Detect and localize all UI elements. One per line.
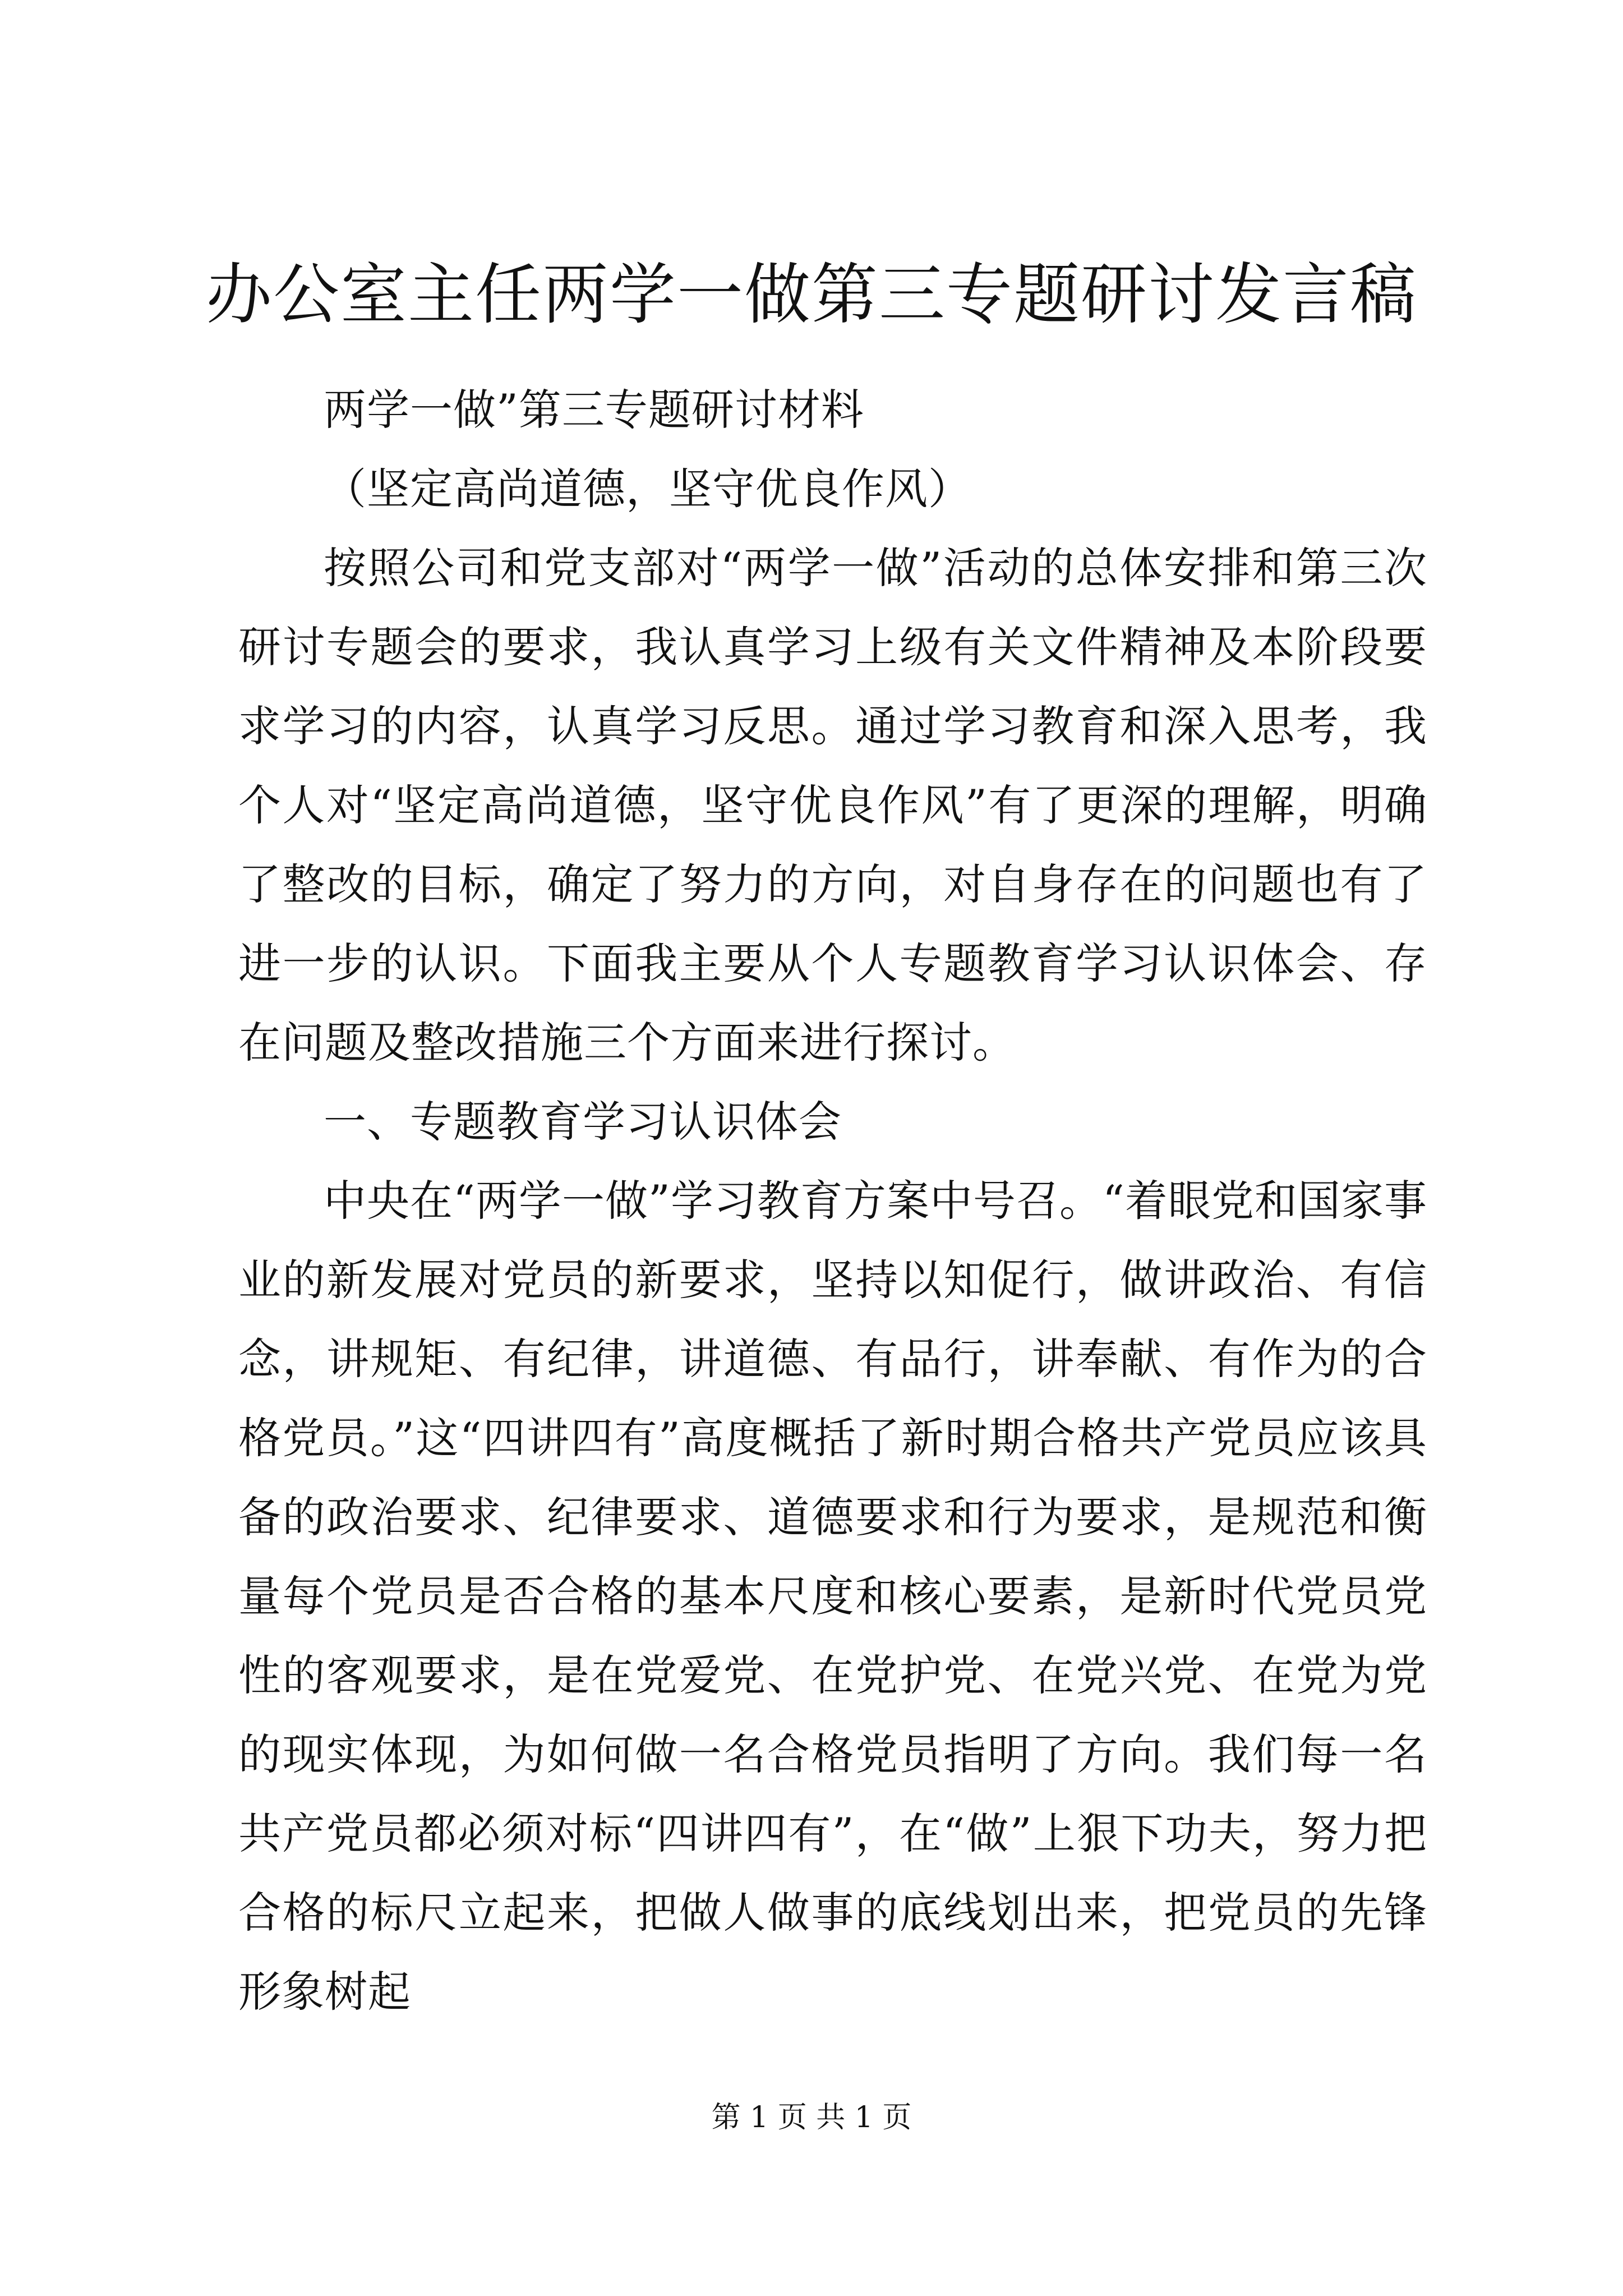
document-body	[238, 370, 1427, 2031]
subtitle-paragraph: 两学一做”第三专题研讨材料	[324, 385, 864, 435]
page-footer: 第 1 页 共 1 页	[711, 2101, 912, 2134]
document-title: 办公室主任两学一做第三专题研讨发言稿	[205, 256, 1417, 333]
body-paragraph: 中央在“两学一做”学习教育方案中号召。“着眼党和国家事业的新发展对党员的新要求，坚持以知促行，做讲政治、有信念，讲规矩、有纪律，讲道德、有品行，讲奉献、有作为的合格党员。”这“四讲四有”高度概括了新时期合格共产党员应该具备的政治要求、纪律要求、道德要求和行为要求，是规范和衡量每个党员是否合格的基本尺度和核心要素，是新时代党员党性的客观要求，是在党爱党、在党护党、在党兴党、在党为党的现实体现，为如何做一名合格党员指明了方向。我们每一名共产党员都必须对标“四讲四有”，在“做”上狠下功夫，努力把合格的标尺立起来，把做人做事的底线划出来，把党员的先锋形象树起	[238, 1176, 1427, 2017]
section-heading: 一、专题教育学习认识体会	[324, 1097, 842, 1147]
theme-paragraph: （坚定高尚道德，坚守优良作风）	[324, 464, 971, 514]
intro-paragraph: 按照公司和党支部对“两学一做”活动的总体安排和第三次研讨专题会的要求，我认真学习上级有关文件精神及本阶段要求学习的内容，认真学习反思。通过学习教育和深入思考，我个人对“坚定高尚道德，坚守优良作风”有了更深的理解，明确了整改的目标，确定了努力的方向，对自身存在的问题也有了进一步的认识。下面我主要从个人专题教育学习认识体会、存在问题及整改措施三个方面来进行探讨。	[238, 543, 1427, 1068]
